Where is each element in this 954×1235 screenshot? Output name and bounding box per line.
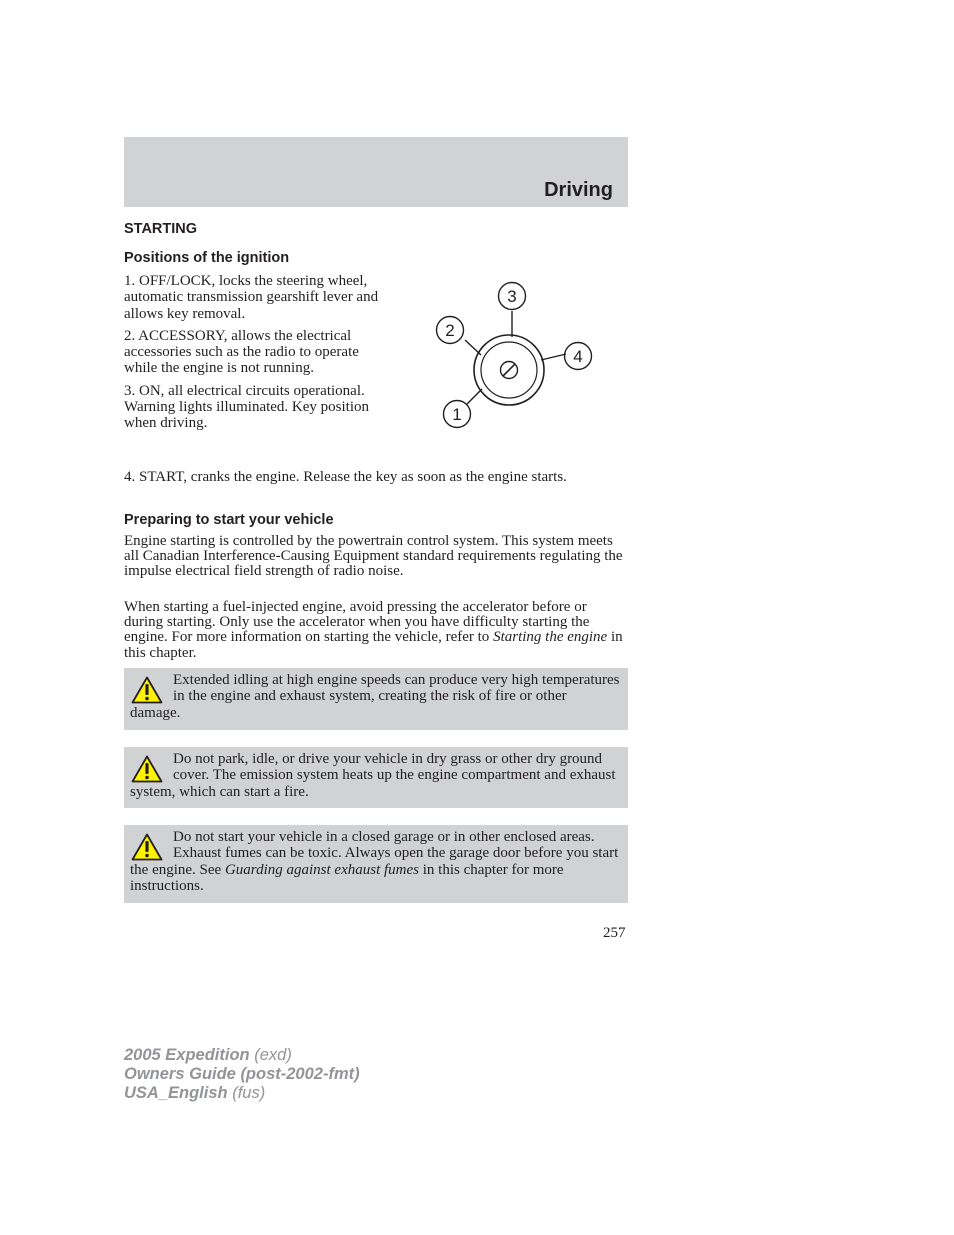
diagram-label-4: 4 xyxy=(573,347,583,366)
cross-reference-exhaust-fumes: Guarding against exhaust fumes xyxy=(224,861,419,878)
key-slot-icon xyxy=(503,364,515,376)
ignition-positions-list xyxy=(124,273,394,432)
preparing-heading: Preparing to start your vehicle xyxy=(124,512,334,528)
paragraph-text: When starting a fuel-injected engine, avoid pressing the accelerator before or during starting. Only use the accelerator when you have difficulty starting the engine. For more information on starting the vehicle, refer to xyxy=(124,599,590,646)
preparing-paragraph-1: Engine starting is controlled by the powertrain control system. This system meets all Canadian Interference-Causing Equipment standard requirements regulating the impulse electrical field strength of radio noise. xyxy=(124,533,623,580)
warning-text: Do not park, idle, or drive your vehicle in dry grass or other dry ground cover. The emission system heats up the engine compartment and exhaust system, which can start a fire. xyxy=(130,751,616,800)
warning-box-garage xyxy=(124,825,628,903)
chapter-header-band xyxy=(124,137,628,207)
diagram-label-1: 1 xyxy=(452,405,462,424)
warning-text xyxy=(124,825,628,894)
warning-text-part: Do not start your vehicle in a closed garage or in other enclosed areas. Exhaust fumes can be toxic. Always open the garage door before you start the engine. See xyxy=(130,829,619,878)
warning-icon xyxy=(131,755,163,783)
warning-icon xyxy=(131,676,163,704)
paragraph-text: in this chapter. xyxy=(124,629,623,661)
warning-box-dry-grass xyxy=(124,747,628,808)
ignition-heading: Positions of the ignition xyxy=(124,250,290,266)
page-number: 257 xyxy=(603,925,626,941)
ignition-diagram xyxy=(430,280,600,432)
footer-guide: Owners Guide (post-2002-fmt) xyxy=(124,1065,360,1083)
diagram-label-2: 2 xyxy=(445,321,455,340)
diagram-line-4 xyxy=(541,354,566,360)
list-item: 2. ACCESSORY, allows the electrical accessories such as the radio to operate while the engine is not running. xyxy=(124,327,359,377)
footer-language-code: (fus) xyxy=(227,1084,266,1102)
diagram-line-1 xyxy=(467,389,482,404)
warning-text: Extended idling at high engine speeds can produce very high temperatures in the engine and exhaust system, creating the risk of fire or other damage. xyxy=(130,672,620,721)
ignition-item-4: 4. START, cranks the engine. Release the key as soon as the engine starts. xyxy=(124,469,567,485)
footer-model-code: (exd) xyxy=(249,1046,292,1064)
warning-box-idling xyxy=(124,668,628,730)
preparing-paragraph-2 xyxy=(124,600,628,661)
list-item: 1. OFF/LOCK, locks the steering wheel, automatic transmission gearshift lever and allows key removal. xyxy=(124,273,379,322)
footer-language: USA_English xyxy=(124,1084,228,1102)
chapter-title: Driving xyxy=(544,179,613,201)
document-footer xyxy=(124,1046,360,1103)
section-title: STARTING xyxy=(124,221,198,237)
footer-model: 2005 Expedition xyxy=(124,1046,250,1064)
cross-reference-starting-the-engine: Starting the engine xyxy=(493,629,608,646)
diagram-label-3: 3 xyxy=(507,287,517,306)
warning-text-part: in this chapter for more instructions. xyxy=(130,861,564,894)
warning-icon xyxy=(131,833,163,861)
list-item: 3. ON, all electrical circuits operational. Warning lights illuminated. Key position when driving. xyxy=(124,382,370,432)
